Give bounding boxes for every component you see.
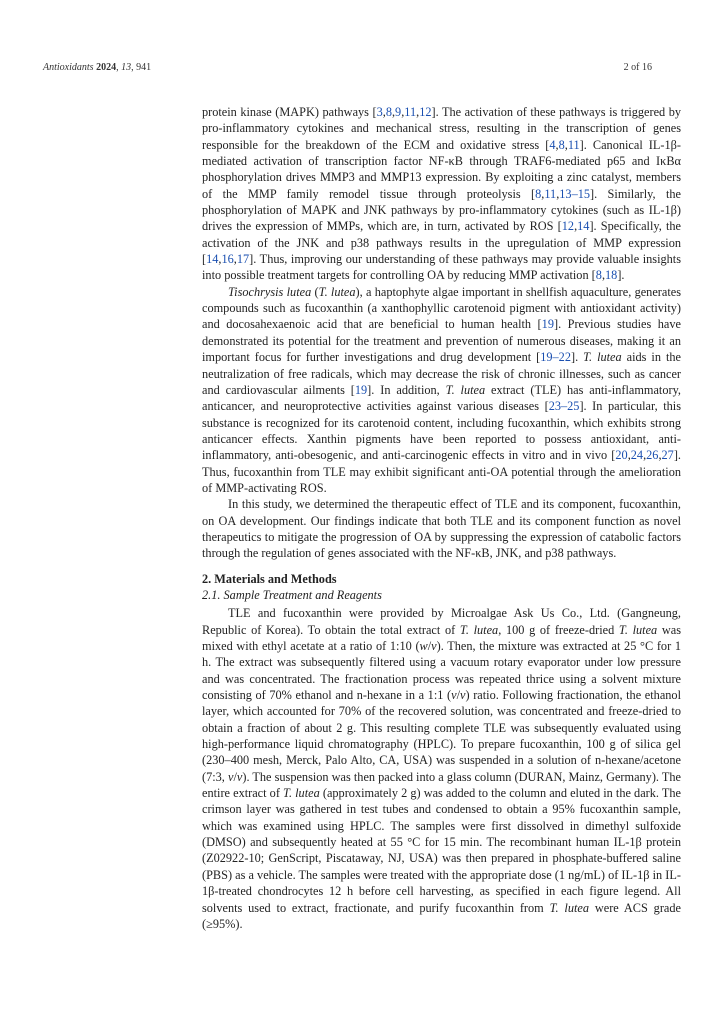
subsection-heading: 2.1. Sample Treatment and Reagents [202, 587, 382, 602]
body-text [202, 104, 681, 932]
section-heading: 2. Materials and Methods [202, 571, 337, 586]
page-number: 2 of 16 [623, 62, 652, 73]
journal-volume: 13 [121, 62, 132, 73]
paragraph: TLE and fucoxanthin were provided by Microalgae Ask Us Co., Ltd. (Gangneung, Republic of Korea). To obtain the total extract of T. lutea, 100 g of freeze-dried T. lutea was mixed with ethyl acetate at a ratio of 1:10 (w/v). Then, the mixture was extracted at 25 °C for 1 h. The extract was subsequently filtered using a vacuum rotary evaporator under low pressure and was concentrated. The fractionation process was repeated thrice using a solvent mixture consisting of 70% ethanol and n-hexane in a 1:1 (v/v) ratio. Following fractionation, the ethanol layer, which accounted for 70% of the recovered solution, was concentrated and freeze-dried to obtain a fraction of about 2 g. This resulting complete TLE was subsequently evaluated using high-performance liquid chromatography (HPLC). To prepare fucoxanthin, 100 g of silica gel (230–400 mesh, Merck, Palo Alto, CA, USA) was suspended in a solution of n-hexane/acetone (7:3, v/v). The suspension was then packed into a glass column (DURAN, Mainz, Germany). The entire extract of T. lutea (approximately 2 g) was added to the column and eluted in the dark. The crimson layer was gathered in test tubes and condensed to obtain a 95% fucoxanthin sample, which was examined using HPLC. The samples were first dissolved in dimethyl sulfoxide (DMSO) and subsequently heated at 55 °C for 15 min. The recombinant human IL-1β protein (Z02922-10; GenScript, Piscataway, NJ, USA) was then prepared in phosphate-buffered saline (PBS) as a vehicle. The samples were treated with the appropriate dose (1 ng/mL) of IL-1β in IL-1β-treated chondrocytes 12 h before cell harvesting, as specified in each figure legend. All solvents used to extract, fractionate, and purify fucoxanthin from T. lutea were ACS grade (≥95%). [202, 606, 682, 931]
article-number: 941 [136, 62, 152, 73]
journal-year: 2024 [96, 62, 117, 73]
paragraph: protein kinase (MAPK) pathways [3,8,9,11,12]. The activation of these pathways is triggered by pro-inflammatory cytokines and mechanical stress, resulting in the transcription of genes responsible for the breakdown of the ECM and oxidative stress [4,8,11]. Canonical IL-1β-mediated activation of transcription factor NF-κB through TRAF6-mediated p65 and IκBα phosphorylation drives MMP3 and MMP13 expression. By exploiting a zinc catalyst, members of the MMP family remodel tissue through proteolysis [8,11,13–15]. Similarly, the phosphorylation of MAPK and JNK pathways by pro-inflammatory cytokines (such as IL-1β) drives the expression of MMPs, which are, in turn, activated by ROS [12,14]. Specifically, the activation of the JNK and p38 pathways results in the upregulation of MMP expression [14,16,17]. Thus, improving our understanding of these pathways may provide valuable insights into possible treatment targets for controlling OA by reducing MMP activation [8,18]. [202, 105, 682, 283]
running-header-citation: Antioxidants 2024, 13, 941 [43, 62, 152, 73]
paragraph: In this study, we determined the therapeutic effect of TLE and its component, fucoxanthin, on OA development. Our findings indicate that both TLE and its component function as novel therapeutics to mitigate the progression of OA by suppressing the expression of catabolic factors through the regulation of genes associated with the NF-κB, JNK, and p38 pathways. [202, 497, 681, 561]
journal-name: Antioxidants [43, 62, 94, 73]
paragraph: Tisochrysis lutea (T. lutea), a haptophyte algae important in shellfish aquaculture, generates compounds such as fucoxanthin (a xanthophyllic carotenoid pigment with antioxidant activity) and docosahexaenoic acid that are beneficial to human health [19]. Previous studies have demonstrated its potential for the treatment and prevention of numerous diseases, making it an important focus for further investigations and drug development [19–22]. T. lutea aids in the neutralization of free radicals, which may decrease the risk of chronic illnesses, such as cancer and cardiovascular ailments [19]. In addition, T. lutea extract (TLE) has anti-inflammatory, anticancer, and neuroprotective activities against various diseases [23–25]. In particular, this substance is recognized for its carotenoid content, including fucoxanthin, which exhibits strong anticancer effects. Xanthin pigments have been reported to possess antioxidant, anti-inflammatory, anti-obesogenic, and anti-carcinogenic effects in vitro and in vivo [20,24,26,27]. Thus, fucoxanthin from TLE may exhibit significant anti-OA potential through the amelioration of MMP-activating ROS. [202, 284, 682, 495]
